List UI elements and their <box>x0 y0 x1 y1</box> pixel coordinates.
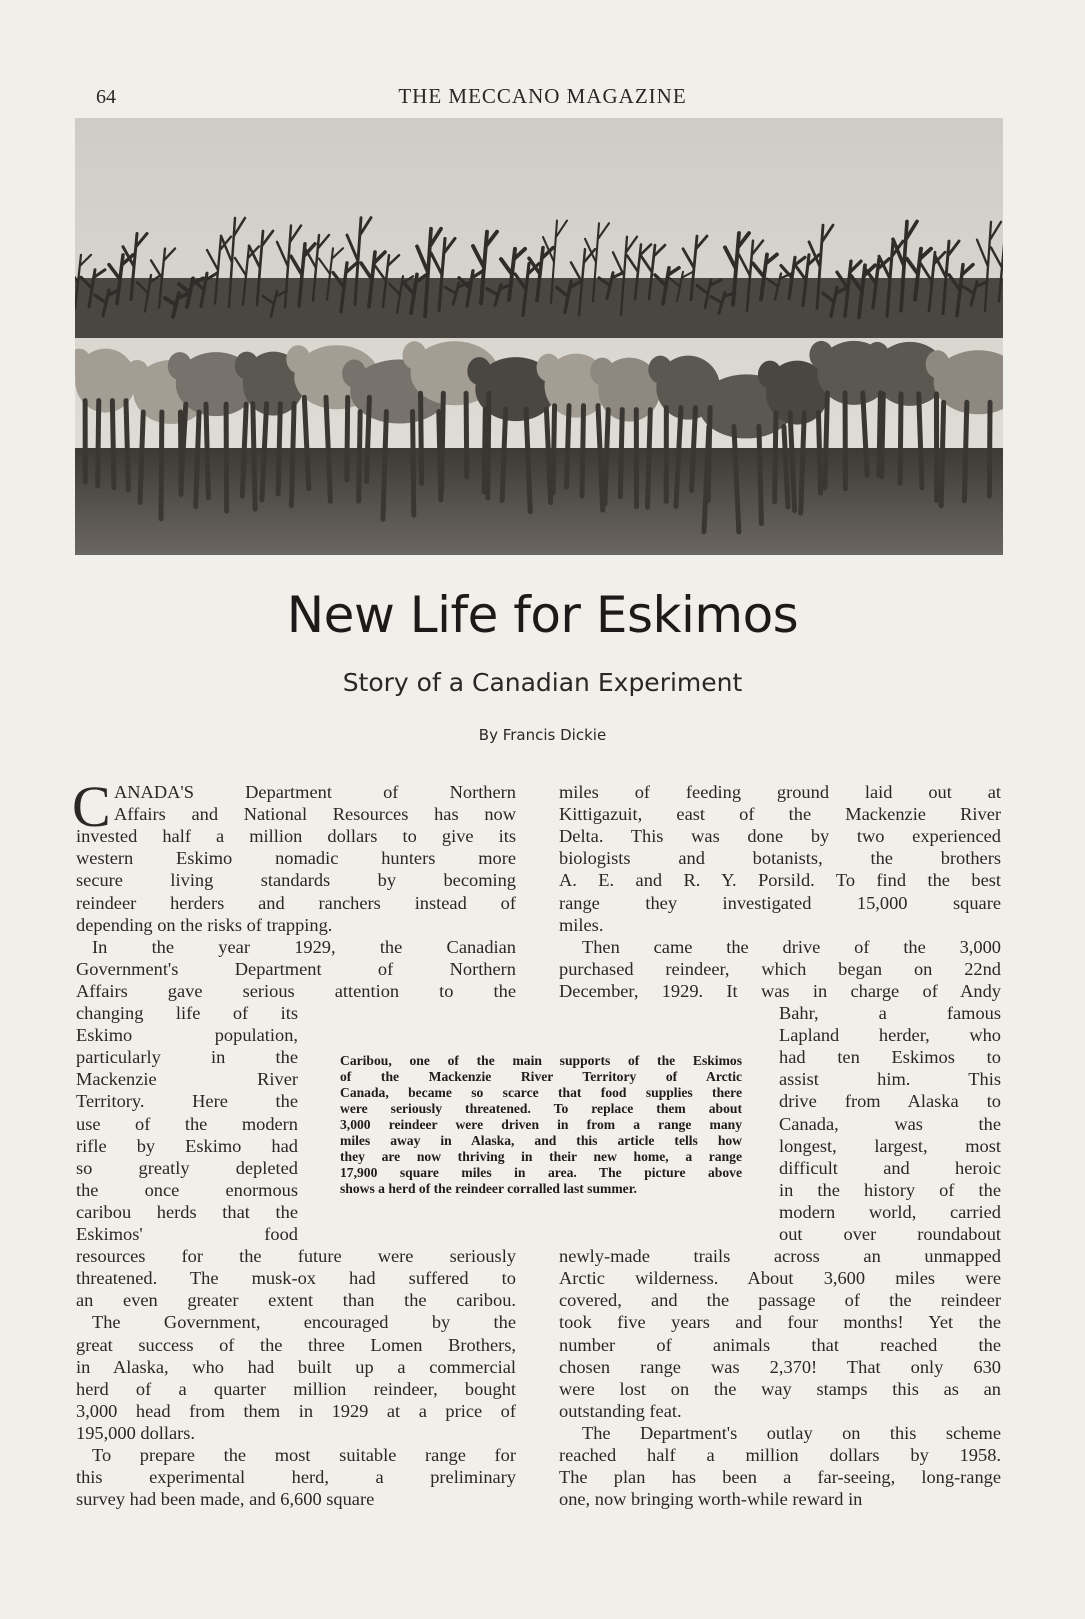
caption-line: of the Mackenzie River Territory of Arctic <box>340 1069 742 1084</box>
text-line: biologists and botanists, the brothers <box>559 848 1001 869</box>
text-line: reindeer herders and ranchers instead of <box>76 892 516 913</box>
text-line: Delta. This was done by two experienced <box>559 826 1001 847</box>
text-line: Government's Department of Northern <box>76 958 516 979</box>
caption-line: they are now thriving in their new home, a range <box>340 1149 742 1164</box>
text-line: assist him. This <box>779 1069 1001 1090</box>
text-line: miles of feeding ground laid out at <box>559 782 1001 802</box>
text-line: Affairs and National Resources has now <box>114 804 516 825</box>
text-line: Mackenzie River <box>76 1069 298 1090</box>
text-line: The Government, encouraged by the <box>92 1312 516 1333</box>
text-line: difficult and heroic <box>779 1157 1001 1178</box>
text-line: one, now bringing worth-while reward in <box>559 1489 863 1510</box>
caption-line: miles away in Alaska, and this article tells how <box>340 1133 742 1148</box>
text-line: reached half a million dollars by 1958. <box>559 1445 1001 1465</box>
text-line: The Department's outlay on this scheme <box>582 1422 1001 1443</box>
text-line: secure living standards by becoming <box>76 870 516 891</box>
caption-line: 17,900 square miles in area. The picture above <box>340 1165 742 1180</box>
text-line: in the history of the <box>779 1179 1001 1200</box>
text-line: had ten Eskimos to <box>779 1047 1001 1068</box>
text-line: newly-made trails across an unmapped <box>559 1246 1001 1267</box>
text-line: ANADA'S Department of Northern <box>114 782 516 802</box>
caption-line: shows a herd of the reindeer corralled last summer. <box>340 1181 637 1196</box>
text-line: miles. <box>559 914 604 935</box>
text-line: use of the modern <box>76 1113 298 1134</box>
text-line: the once enormous <box>76 1179 298 1200</box>
text-line: In the year 1929, the Canadian <box>92 936 516 957</box>
drop-cap: C <box>72 774 111 839</box>
text-line: Bahr, a famous <box>779 1003 1001 1023</box>
text-line: Lapland herder, who <box>779 1025 1001 1046</box>
text-line: A. E. and R. Y. Porsild. To find the best <box>559 870 1001 891</box>
caption-line: were seriously threatened. To replace them about <box>340 1101 742 1116</box>
text-line: modern world, carried <box>779 1201 1001 1222</box>
text-line: longest, largest, most <box>779 1135 1001 1156</box>
text-line: rifle by Eskimo had <box>76 1135 298 1156</box>
article-byline: By Francis Dickie <box>478 726 607 744</box>
text-line: Territory. Here the <box>76 1091 298 1112</box>
text-line: purchased reindeer, which began on 22nd <box>559 958 1001 979</box>
text-line: western Eskimo nomadic hunters more <box>76 848 516 869</box>
text-line: herd of a quarter million reindeer, bought <box>76 1378 516 1399</box>
caption-line: 3,000 reindeer were driven in from a range many <box>340 1117 742 1132</box>
text-line: in Alaska, who had built up a commercial <box>76 1356 516 1377</box>
reindeer-herd-photo <box>75 118 1003 555</box>
text-line: Affairs gave serious attention to the <box>76 980 516 1001</box>
text-line: Eskimo population, <box>76 1025 298 1046</box>
text-line: threatened. The musk-ox had suffered to <box>76 1268 516 1289</box>
text-line: number of animals that reached the <box>559 1334 1001 1355</box>
text-line: outstanding feat. <box>559 1400 682 1421</box>
text-line: so greatly depleted <box>76 1157 298 1178</box>
text-line: great success of the three Lomen Brothers, <box>76 1334 516 1355</box>
text-line: caribou herds that the <box>76 1201 298 1222</box>
text-line: Then came the drive of the 3,000 <box>582 936 1001 957</box>
article-title: New Life for Eskimos <box>286 586 799 644</box>
text-line: particularly in the <box>76 1047 298 1068</box>
text-line: 195,000 dollars. <box>76 1422 196 1443</box>
text-line: an even greater extent than the caribou. <box>76 1290 516 1311</box>
text-line: survey had been made, and 6,600 square <box>76 1489 375 1510</box>
text-line: were lost on the way stamps this as an <box>559 1378 1001 1399</box>
text-line: Arctic wilderness. About 3,600 miles were <box>559 1268 1001 1289</box>
text-line: out over roundabout <box>779 1224 1001 1244</box>
text-line: chosen range was 2,370! That only 630 <box>559 1356 1001 1377</box>
text-line: December, 1929. It was in charge of Andy <box>559 980 1001 1001</box>
text-line: range they investigated 15,000 square <box>559 892 1001 913</box>
text-line: Canada, was the <box>779 1113 1001 1134</box>
text-line: Eskimos' food <box>76 1224 298 1244</box>
text-line: covered, and the passage of the reindeer <box>559 1290 1001 1311</box>
caption-line: Caribou, one of the main supports of the Eskimos <box>340 1053 742 1068</box>
article-subtitle: Story of a Canadian Experiment <box>342 668 743 697</box>
caption-line: Canada, became so scarce that food supplies there <box>340 1085 742 1100</box>
text-line: invested half a million dollars to give its <box>76 826 516 847</box>
text-line: The plan has been a far-seeing, long-range <box>559 1467 1001 1488</box>
running-head: THE MECCANO MAGAZINE <box>398 84 687 108</box>
text-line: this experimental herd, a preliminary <box>76 1467 516 1488</box>
text-line: Kittigazuit, east of the Mackenzie River <box>559 804 1001 825</box>
text-line: took five years and four months! Yet the <box>559 1312 1001 1333</box>
photo-caption <box>340 1053 742 1197</box>
text-line: changing life of its <box>76 1003 298 1023</box>
text-line: drive from Alaska to <box>779 1091 1001 1112</box>
text-line: resources for the future were seriously <box>76 1246 516 1267</box>
text-line: depending on the risks of trapping. <box>76 914 333 935</box>
text-line: 3,000 head from them in 1929 at a price of <box>76 1400 516 1421</box>
text-line: To prepare the most suitable range for <box>92 1445 516 1465</box>
page-number: 64 <box>96 86 116 108</box>
